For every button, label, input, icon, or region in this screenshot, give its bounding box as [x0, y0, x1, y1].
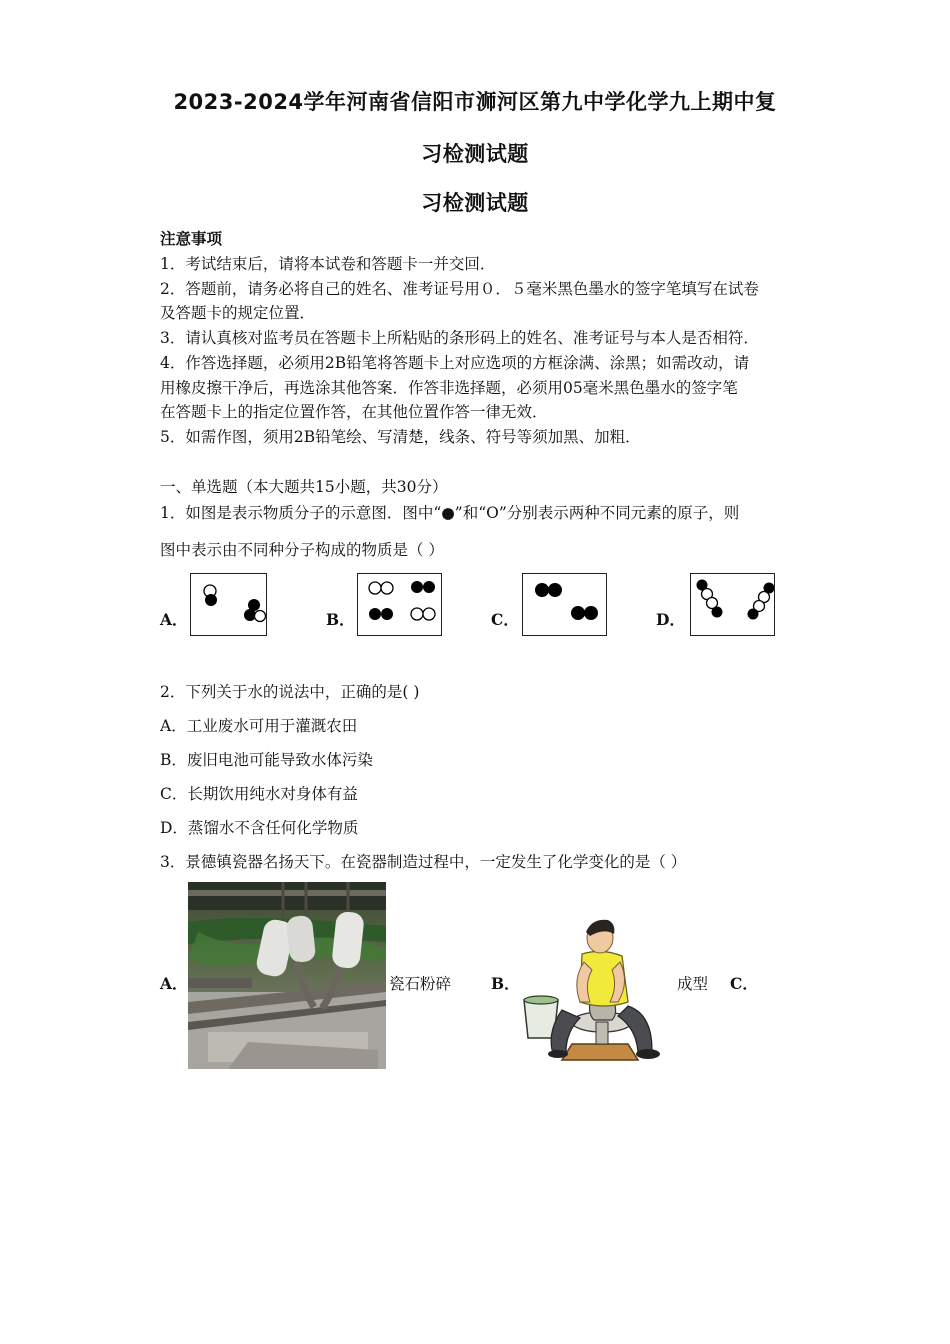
question-2-option-d: D．蒸馏水不含任何化学物质 [160, 819, 359, 837]
document-title-line-3: 习检测试题 [421, 191, 529, 215]
question-3-option-a-label: A． [160, 974, 188, 993]
question-1-option-a-label: A． [160, 610, 188, 629]
question-3-option-b-label: B． [491, 974, 520, 993]
question-1-option-c-label: C． [491, 610, 519, 629]
question-1-stem-line-1: 1．如图是表示物质分子的示意图．图中“●”和“O”分别表示两种不同元素的原子，则 [160, 504, 740, 522]
section-heading: 一、单选题（本大题共15小题，共30分） [160, 478, 448, 496]
question-1-option-b-label: B． [326, 610, 355, 629]
question-1-stem-line-2: 图中表示由不同种分子构成的物质是（ ） [160, 541, 444, 559]
notice-heading: 注意事项 [160, 229, 223, 248]
question-2-option-c: C．长期饮用纯水对身体有益 [160, 785, 358, 803]
question-1-option-c-diagram [522, 573, 607, 636]
question-2-option-b: B．废旧电池可能导致水体污染 [160, 751, 373, 769]
question-1-option-d-diagram [690, 573, 775, 636]
notice-line: 1．考试结束后，请将本试卷和答题卡一并交回． [160, 255, 496, 273]
question-3-option-b-text: 成型 [677, 975, 709, 993]
question-1-option-b-diagram [357, 573, 442, 636]
notice-line: 及答题卡的规定位置． [160, 304, 316, 322]
question-3-stem: 3．景德镇瓷器名扬天下。在瓷器制造过程中，一定发生了化学变化的是（ ） [160, 853, 687, 871]
notice-line: 5．如需作图，须用2B铅笔绘、写清楚，线条、符号等须加黑、加粗． [160, 428, 641, 446]
notice-line: 用橡皮擦干净后，再选涂其他答案．作答非选择题，必须用05毫米黑色墨水的签字笔 [160, 379, 738, 397]
question-3-option-c-label: C． [730, 974, 758, 993]
pottery-wheel-forming-illustration [518, 910, 676, 1068]
question-1-option-d-label: D． [656, 610, 685, 629]
stone-crushing-photo [188, 882, 386, 1069]
notice-line: 3．请认真核对监考员在答题卡上所粘贴的条形码上的姓名、准考证号与本人是否相符． [160, 329, 759, 347]
notice-line: 2．答题前，请务必将自己的姓名、准考证号用０．５毫米黑色墨水的签字笔填写在试卷 [160, 280, 759, 298]
notice-line: 在答题卡上的指定位置作答，在其他位置作答一律无效． [160, 403, 548, 421]
document-title-line-1: 2023-2024学年河南省信阳市浉河区第九中学化学九上期中复 [173, 90, 777, 114]
notice-line: 4．作答选择题，必须用2B铅笔将答题卡上对应选项的方框涂满、涂黑；如需改动，请 [160, 354, 750, 372]
document-title-line-2: 习检测试题 [421, 142, 529, 166]
question-2-option-a: A．工业废水可用于灌溉农田 [160, 717, 358, 735]
question-3-option-a-text: 瓷石粉碎 [389, 975, 452, 993]
question-1-option-a-diagram [190, 573, 267, 636]
question-2-stem: 2．下列关于水的说法中，正确的是( ) [160, 683, 420, 701]
